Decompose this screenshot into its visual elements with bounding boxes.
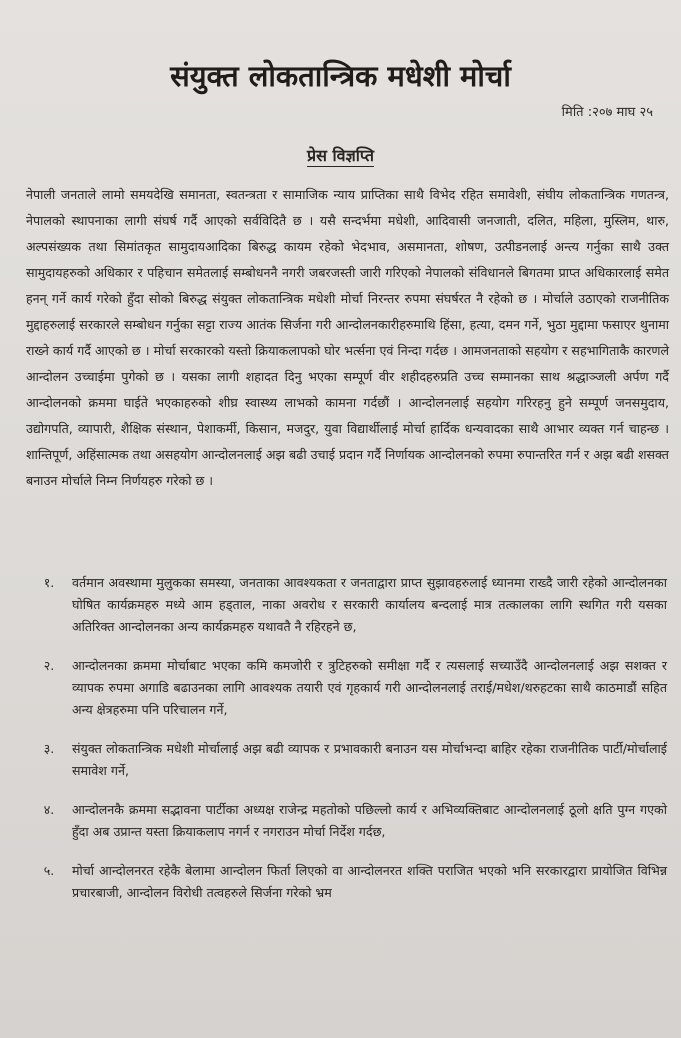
list-item bbox=[26, 860, 667, 904]
section-heading bbox=[0, 144, 681, 166]
list-item-number: २. bbox=[43, 658, 55, 673]
list-item-number: ४. bbox=[43, 802, 55, 817]
list-item-number: ३. bbox=[43, 741, 55, 756]
intro-paragraph: नेपाली जनताले लामो समयदेखि समानता, स्वतन्त्रता र सामाजिक न्याय प्राप्तिका साथै विभेद रहित समावेशी, संघीय लोकतान्त्रिक गणतन्त्र, नेपालको स्थापनाका लागी संघर्ष गर्दै आएको सर्वविदितै छ । यसै सन्दर्भमा मधेशी, आदिवासी जनजाती, दलित, महिला, मुस्लिम, थारु, अल्पसंख्यक तथा सिमांतकृत सामुदायआदिका बिरुद्ध कायम रहेको भेदभाव, असमानता, शोषण, उत्पीडनलाई अन्त्य गर्नुका साथै उक्त सामुदायहरुको अधिकार र पहिचान समेतलाई सम्बोधननै नगरी जबरजस्ती जारी गरिएको नेपालको संविधानले बिगतमा प्राप्त अधिकारलाई समेत हनन् गर्ने कार्य गरेको हुँदा सोको बिरुद्ध संयुक्त लोकतान्त्रिक मधेशी मोर्चा निरन्तर रुपमा संघर्षरत नै रहेको छ । मोर्चाले उठाएको राजनीतिक मुद्दाहरुलाई सरकारले सम्बोधन गर्नुका सट्टा राज्य आतंक सिर्जना गरी आन्दोलनकारीहरुमाथि हिंसा, हत्या, दमन गर्ने, भुठा मुद्दामा फसाएर थुनामा राख्ने कार्य गर्दै आएको छ । मोर्चा सरकारको यस्तो क्रियाकलापको घोर भर्त्सना एवं निन्दा गर्दछ । आमजनताको सहयोग र सहभागिताकै कारणले आन्दोलन उच्चाईमा पुगेको छ । यसका लागी शहादत दिनु भएका सम्पूर्ण वीर शहीदहरुप्रति उच्च सम्मानका साथ श्रद्धाञ्जली अर्पण गर्दै आन्दोलनको क्रममा घाईते भएकाहरुको शीघ्र स्वास्थ्य लाभको कामना गर्दछौं । आन्दोलनलाई सहयोग गरिरहनु हुने सम्पूर्ण जनसमुदाय, उद्योगपति, व्यापारी, शैक्षिक संस्थान, पेशाकर्मी, किसान, मजदुर, युवा विद्यार्थीलाई मोर्चा हार्दिक धन्यवादका साथै आभार व्यक्त गर्न चाहन्छ । शान्तिपूर्ण, अहिंसात्मक तथा असहयोग आन्दोलनलाई अझ बढी उचाई प्रदान गर्दै निर्णायक आन्दोलनको रुपमा रुपान्तरित गर्न र अझ बढी शसक्त बनाउन मोर्चाले निम्न निर्णयहरु गरेको छ । bbox=[26, 187, 669, 488]
list-item bbox=[26, 799, 667, 843]
decision-list bbox=[26, 572, 667, 921]
list-item-text: वर्तमान अवस्थामा मुलुकका समस्या, जनताका आवश्यकता र जनताद्वारा प्राप्त सुझावहरुलाई ध्यानमा राख्दै जारी रहेको आन्दोलनका घोषित कार्यक्रमहरु मध्ये आम हड्ताल, नाका अवरोध र सरकारी कार्यालय बन्दलाई मात्र तत्कालका लागि स्थगित गरी यसका अतिरिक्त आन्दोलनका अन्य कार्यक्रमहरु यथावतै नै रहिरहने छ, bbox=[72, 575, 667, 634]
list-item bbox=[26, 572, 667, 638]
section-heading-text: प्रेस विज्ञप्ति bbox=[307, 146, 374, 165]
document-date: मिति :२०७ माघ २५ bbox=[561, 105, 653, 120]
list-item-text: संयुक्त लोकतान्त्रिक मधेशी मोर्चालाई अझ बढी व्यापक र प्रभावकारी बनाउन यस मोर्चाभन्दा बाहिर रहेका राजनीतिक पार्टी/मोर्चालाई समावेश गर्ने, bbox=[72, 741, 667, 778]
list-item bbox=[26, 655, 667, 721]
list-item-number: १. bbox=[43, 575, 55, 590]
list-item-text: मोर्चा आन्दोलनरत रहेकै बेलामा आन्दोलन फिर्ता लिएको वा आन्दोलनरत शक्ति पराजित भएको भनि सरकारद्वारा प्रायोजित विभिन्न प्रचारबाजी, आन्दोलन विरोधी तत्वहरुले सिर्जना गरेको भ्रम bbox=[72, 863, 667, 900]
list-item-text: आन्दोलनका क्रममा मोर्चाबाट भएका कमि कमजोरी र त्रुटिहरुको समीक्षा गर्दै र त्यसलाई सच्याउँदै आन्दोलनलाई अझ सशक्त र व्यापक रुपमा अगाडि बढाउनका लागि आवश्यक तयारी एवं गृहकार्य गरी आन्दोलनलाई तराई/मधेश/थरुहटका साथै काठमाडौं सहित अन्य क्षेत्रहरुमा पनि परिचालन गर्ने, bbox=[72, 658, 667, 717]
list-item bbox=[26, 738, 667, 782]
list-item-number: ५. bbox=[43, 863, 55, 878]
list-item-text: आन्दोलनकै क्रममा सद्भावना पार्टीका अध्यक्ष राजेन्द्र महतोको पछिल्लो कार्य र अभिव्यक्तिबाट आन्दोलनलाई ठूलो क्षति पुग्न गएको हुँदा अब उप्रान्त यस्ता क्रियाकलाप नगर्न र नगराउन मोर्चा निर्देश गर्दछ, bbox=[72, 802, 667, 839]
document-title: संयुक्त लोकतान्त्रिक मधेशी मोर्चा bbox=[170, 59, 511, 93]
